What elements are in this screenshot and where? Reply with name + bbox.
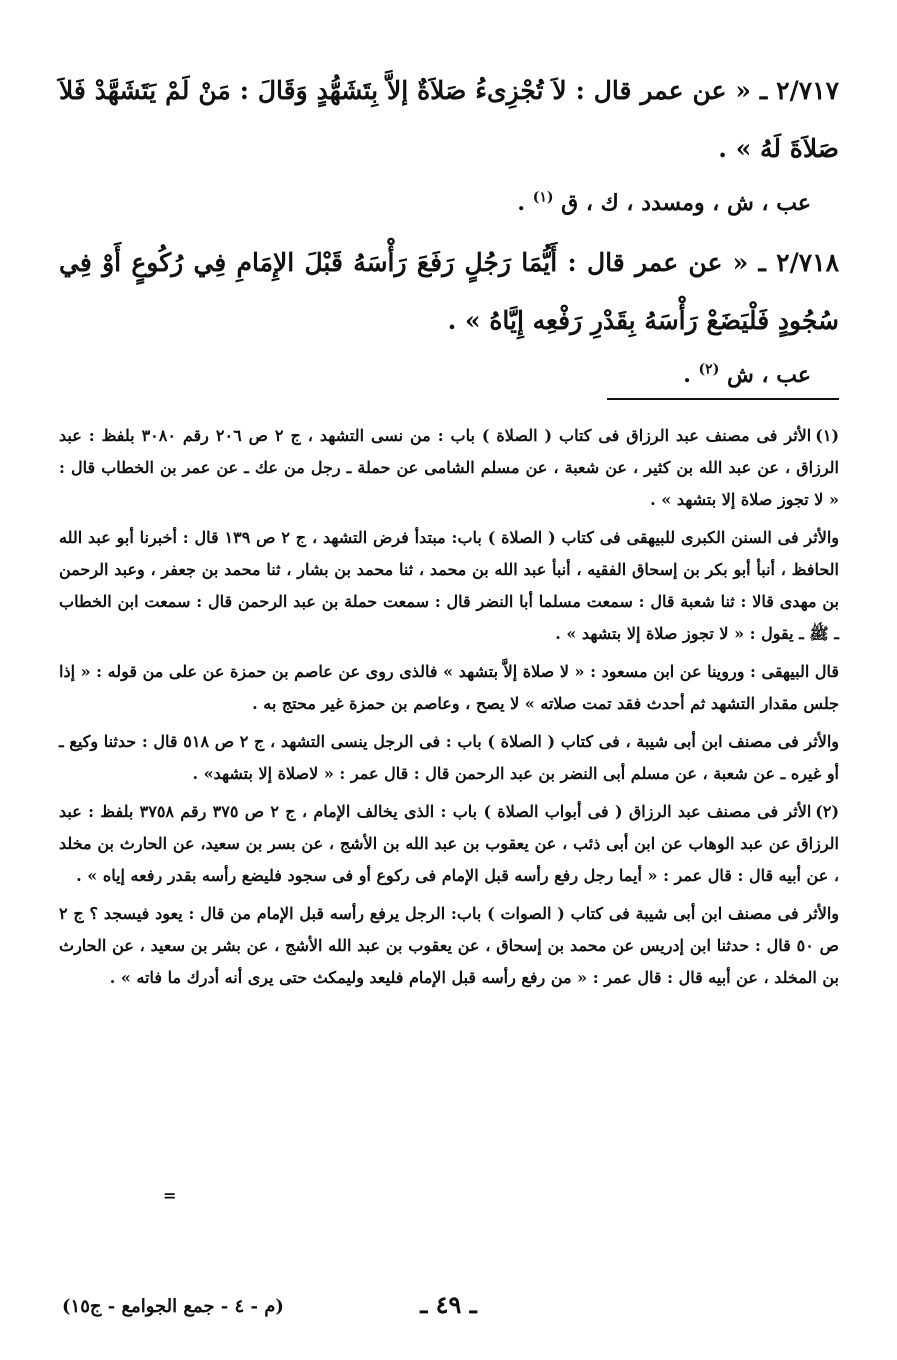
footnote-1-paragraph: والأثر فى السنن الكبرى للبيهقى فى كتاب ( الصلاة ) باب: مبتدأ فرض التشهد ، ج ٢ ص ١٣٩ قال : أخبرنا أبو عبد الله الحافظ ، أنبأ أبو بكر بن إسحاق الفقيه ، أنبأ عبد الله بن محمد ، ثنا محمد بن بشار ، ثنا محمد بن جعفر ، وعبد الرحمن بن مهدى قالا : ثنا شعبة قال : سمعت مسلما أبا النضر قال : سمعت حملة بن عبد الرحمن قال : سمعت ابن الخطاب ـ ﷺ ـ يقول : « لا تجوز صلاة إلا بتشهد » . xyxy=(59,528,840,643)
hadith-717: ٢/٧١٧ ـ « عن عمر قال : لاَ تُجْزِىءُ صَلاَةٌ إلاَّ بِتَشَهُّدٍ وَقَالَ : مَنْ لَمْ يَتَشَهَّدْ فَلاَ صَلاَةَ لَهُ » . xyxy=(59,76,839,163)
page-number: ـ ٤٩ ـ xyxy=(420,1290,477,1319)
footnote-ref-2: (٢) xyxy=(698,361,720,378)
footnote-1-paragraph: والأثر فى مصنف ابن أبى شيبة ، فى كتاب ( الصلاة ) باب : فى الرجل ينسى التشهد ، ج ٢ ص ٥١٨ قال : حدثنا وكيع ـ أو غيره ـ عن شعبة ، عن مسلم أبى النضر بن عبد الرحمن قال : قال عمر : « لاصلاة إلا بتشهد» . xyxy=(59,732,840,783)
footnote-ref-1: (١) xyxy=(532,189,554,206)
footnote-1-paragraph: (١)الأثر فى مصنف عبد الرزاق فى كتاب ( الصلاة ) باب : من نسى التشهد ، ج ٢ ص ٢٠٦ رقم ٣٠٨٠ بلفظ : عبد الرزاق ، عن عبد الله بن كثير ، عن شعبة ، عن مسلم الشامى عن حملة ـ رجل من عك ـ عن عمر بن الخطاب قال : « لا تجوز صلاة إلا بتشهد » . xyxy=(59,426,840,509)
footnotes xyxy=(59,420,839,1000)
footnote-1-paragraph: قال البيهقى : وروينا عن ابن مسعود : « لا صلاة إلاَّ بتشهد » فالذى روى عن عاصم بن حمزة عن على من قوله : « إذا جلس مقدار التشهد ثم أحدث فقد تمت صلاته » لا يصح ، وعاصم بن حمزة غير محتج به . xyxy=(59,662,839,713)
hadith-718-sources: عب ، ش $^{(٢)}$ . xyxy=(683,361,811,388)
hadith-718: ٢/٧١٨ ـ « عن عمر قال : أَيُّمَا رَجُلٍ رَفَعَ رَأْسَهُ قَبْلَ الإِمَامِ فِي رُكُوعٍ أَوْ فِي سُجُودٍ فَلْيَضَعْ رَأْسَهُ بِقَدْرِ رَفْعِه إِيَّاهُ » . xyxy=(59,248,839,335)
signature-mark: (م - ٤ - جمع الجوامع - ج١٥) xyxy=(62,1296,284,1317)
main-text xyxy=(59,62,839,406)
footnote-2 xyxy=(59,796,839,994)
footnote-2-paragraph: (٢)الأثر فى مصنف عبد الرزاق ( فى أبواب الصلاة ) باب : الذى يخالف الإمام ، ج ٢ ص ٣٧٥ رقم ٣٧٥٨ بلفظ : عبد الرزاق عن عبد الوهاب عن ابن أبى ذئب ، عن يعقوب بن عبد الله بن الأشج ، عن بسر بن سعيد، عن الحارث بن مخلد ، عن أبيه قال : قال عمر : « أيما رجل رفع رأسه قبل الإمام فى ركوع أو فى سجود فليضع رأسه بقدر رفعه إياه » . xyxy=(59,802,840,885)
continuation-mark: = xyxy=(163,1186,177,1205)
footnote-2-paragraph: والأثر فى مصنف ابن أبى شيبة فى كتاب ( الصوات ) باب: الرجل يرفع رأسه قبل الإمام من قال : يعود فيسجد ؟ ج ٢ ص ٥٠ قال : حدثنا ابن إدريس عن محمد بن إسحاق ، عن يعقوب بن عبد الله الأشج ، عن بشر بن سعيد ، عن الحارث بن المخلد ، عن أبيه قال : قال عمر : « من رفع رأسه قبل الإمام فليعد وليمكث حتى يرى أنه أدرك ما فاته » . xyxy=(59,904,840,987)
hadith-717-sources: عب ، ش ، ومسدد ، ك ، ق $^{(١)}$ . xyxy=(517,189,811,216)
footnote-divider xyxy=(607,398,839,400)
footnote-1 xyxy=(59,420,839,790)
